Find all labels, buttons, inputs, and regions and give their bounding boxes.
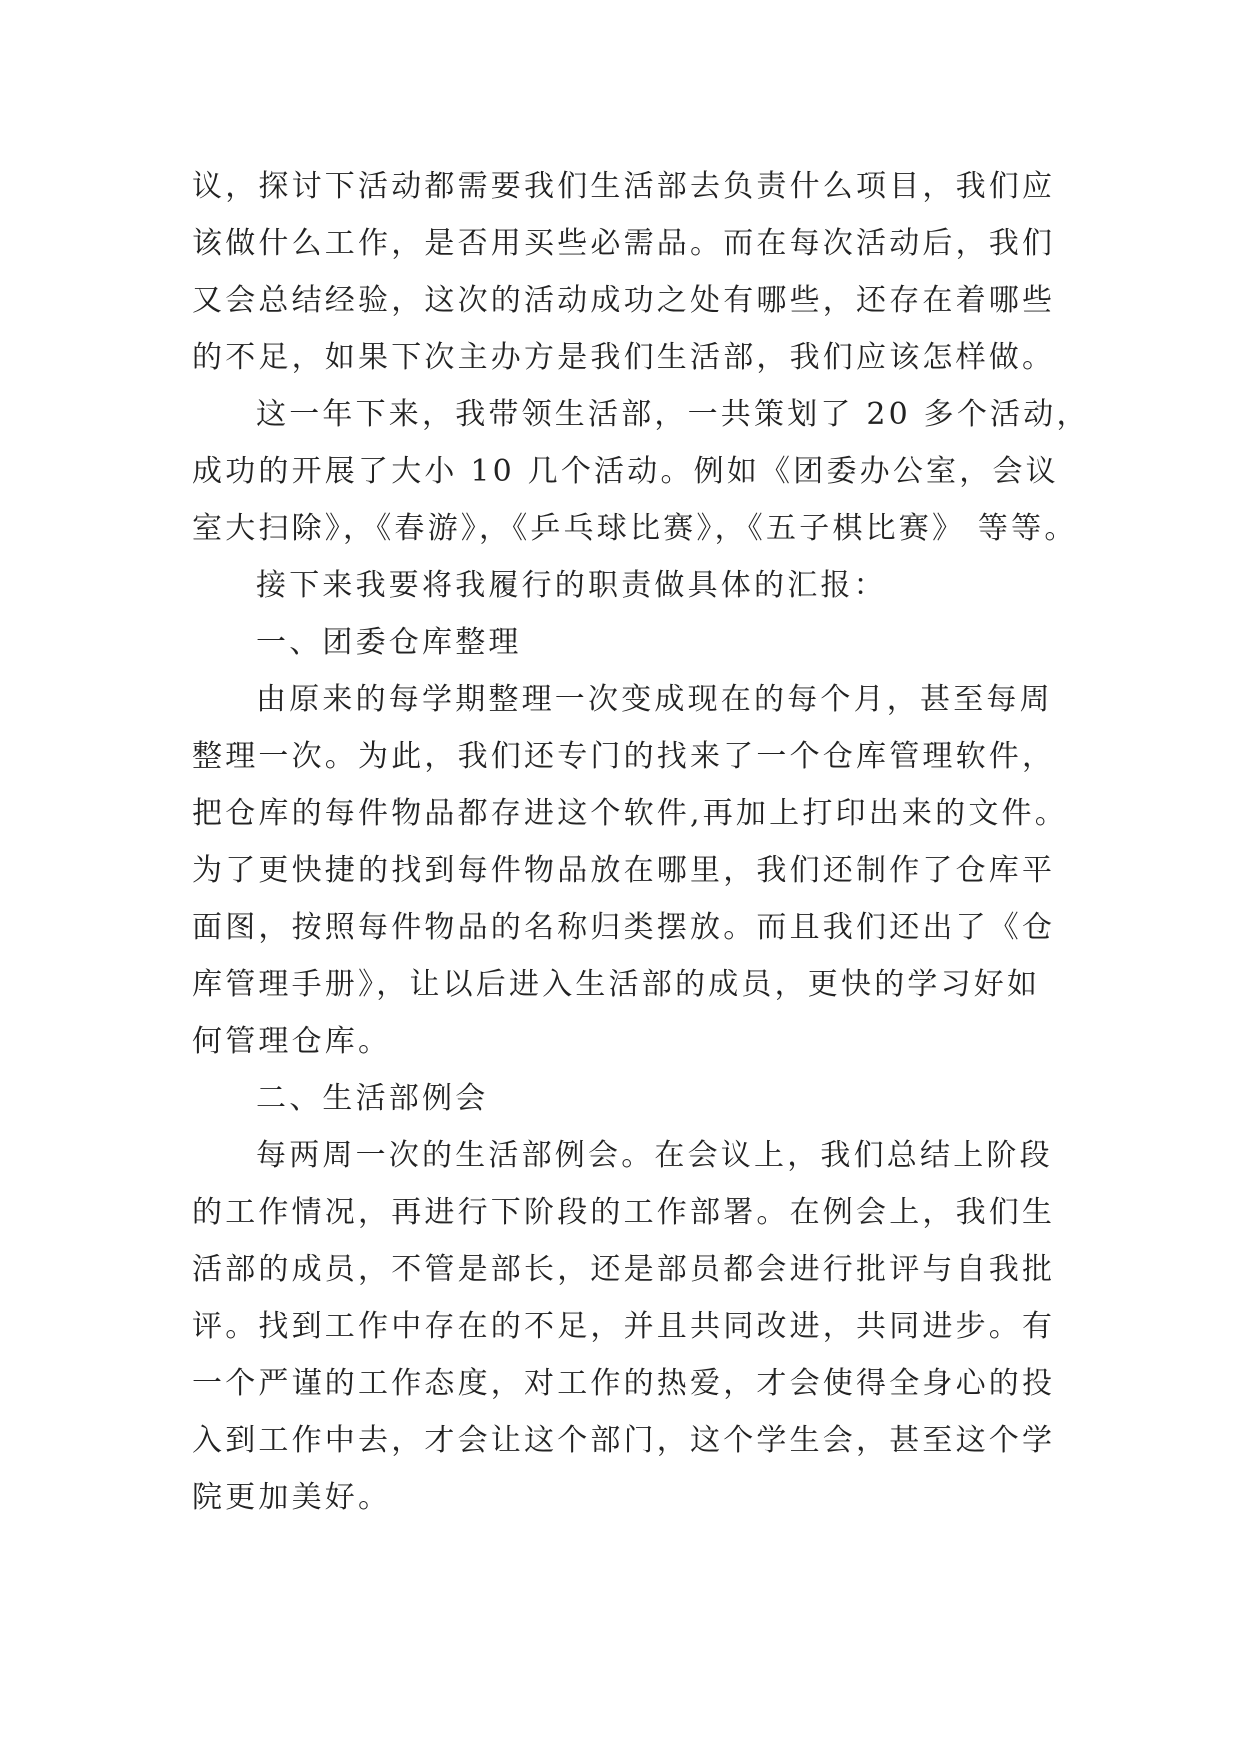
- text-line: 院更加美好。: [192, 1480, 392, 1515]
- text-line: 成功的开展了大小 10 几个活动。例如《团委办公室，会议: [192, 454, 1059, 489]
- paragraph-first-line: 这一年下来，我带领生活部，一共策划了 20 多个活动，: [256, 397, 1090, 432]
- paragraph-first-line: 由原来的每学期整理一次变成现在的每个月，甚至每周: [256, 682, 1053, 717]
- text-line: 评。找到工作中存在的不足，并且共同改进，共同进步。有: [192, 1309, 1056, 1344]
- text-line: 整理一次。为此，我们还专门的找来了一个仓库管理软件，: [192, 739, 1056, 774]
- text-line: 库管理手册》，让以后进入生活部的成员，更快的学习好如: [192, 967, 1041, 1002]
- text-line: 为了更快捷的找到每件物品放在哪里，我们还制作了仓库平: [192, 853, 1056, 888]
- text-line: 又会总结经验，这次的活动成功之处有哪些，还存在着哪些: [192, 283, 1056, 318]
- section-heading: 一、团委仓库整理: [256, 625, 522, 660]
- section-heading: 二、生活部例会: [256, 1081, 489, 1116]
- text-line: 该做什么工作，是否用买些必需品。而在每次活动后，我们: [192, 226, 1056, 261]
- document-body: [192, 158, 1090, 1526]
- text-line: 何管理仓库。: [192, 1024, 392, 1059]
- text-line: 的不足，如果下次主办方是我们生活部，我们应该怎样做。: [192, 340, 1056, 375]
- text-line: 室大扫除》，《春游》，《乒乓球比赛》，《五子棋比赛》 等等。: [192, 511, 1078, 546]
- text-line: 活部的成员，不管是部长，还是部员都会进行批评与自我批: [192, 1252, 1056, 1287]
- text-line: 把仓库的每件物品都存进这个软件,再加上打印出来的文件。: [192, 796, 1068, 831]
- paragraph-first-line: 接下来我要将我履行的职责做具体的汇报：: [256, 568, 887, 603]
- text-line: 的工作情况，再进行下阶段的工作部署。在例会上，我们生: [192, 1195, 1056, 1230]
- text-line: 面图，按照每件物品的名称归类摆放。而且我们还出了《仓: [192, 910, 1056, 945]
- text-line: 入到工作中去，才会让这个部门，这个学生会，甚至这个学: [192, 1423, 1056, 1458]
- paragraph-first-line: 每两周一次的生活部例会。在会议上，我们总结上阶段: [256, 1138, 1053, 1173]
- text-line: 议，探讨下活动都需要我们生活部去负责什么项目，我们应: [192, 169, 1056, 204]
- text-line: 一个严谨的工作态度，对工作的热爱，才会使得全身心的投: [192, 1366, 1056, 1401]
